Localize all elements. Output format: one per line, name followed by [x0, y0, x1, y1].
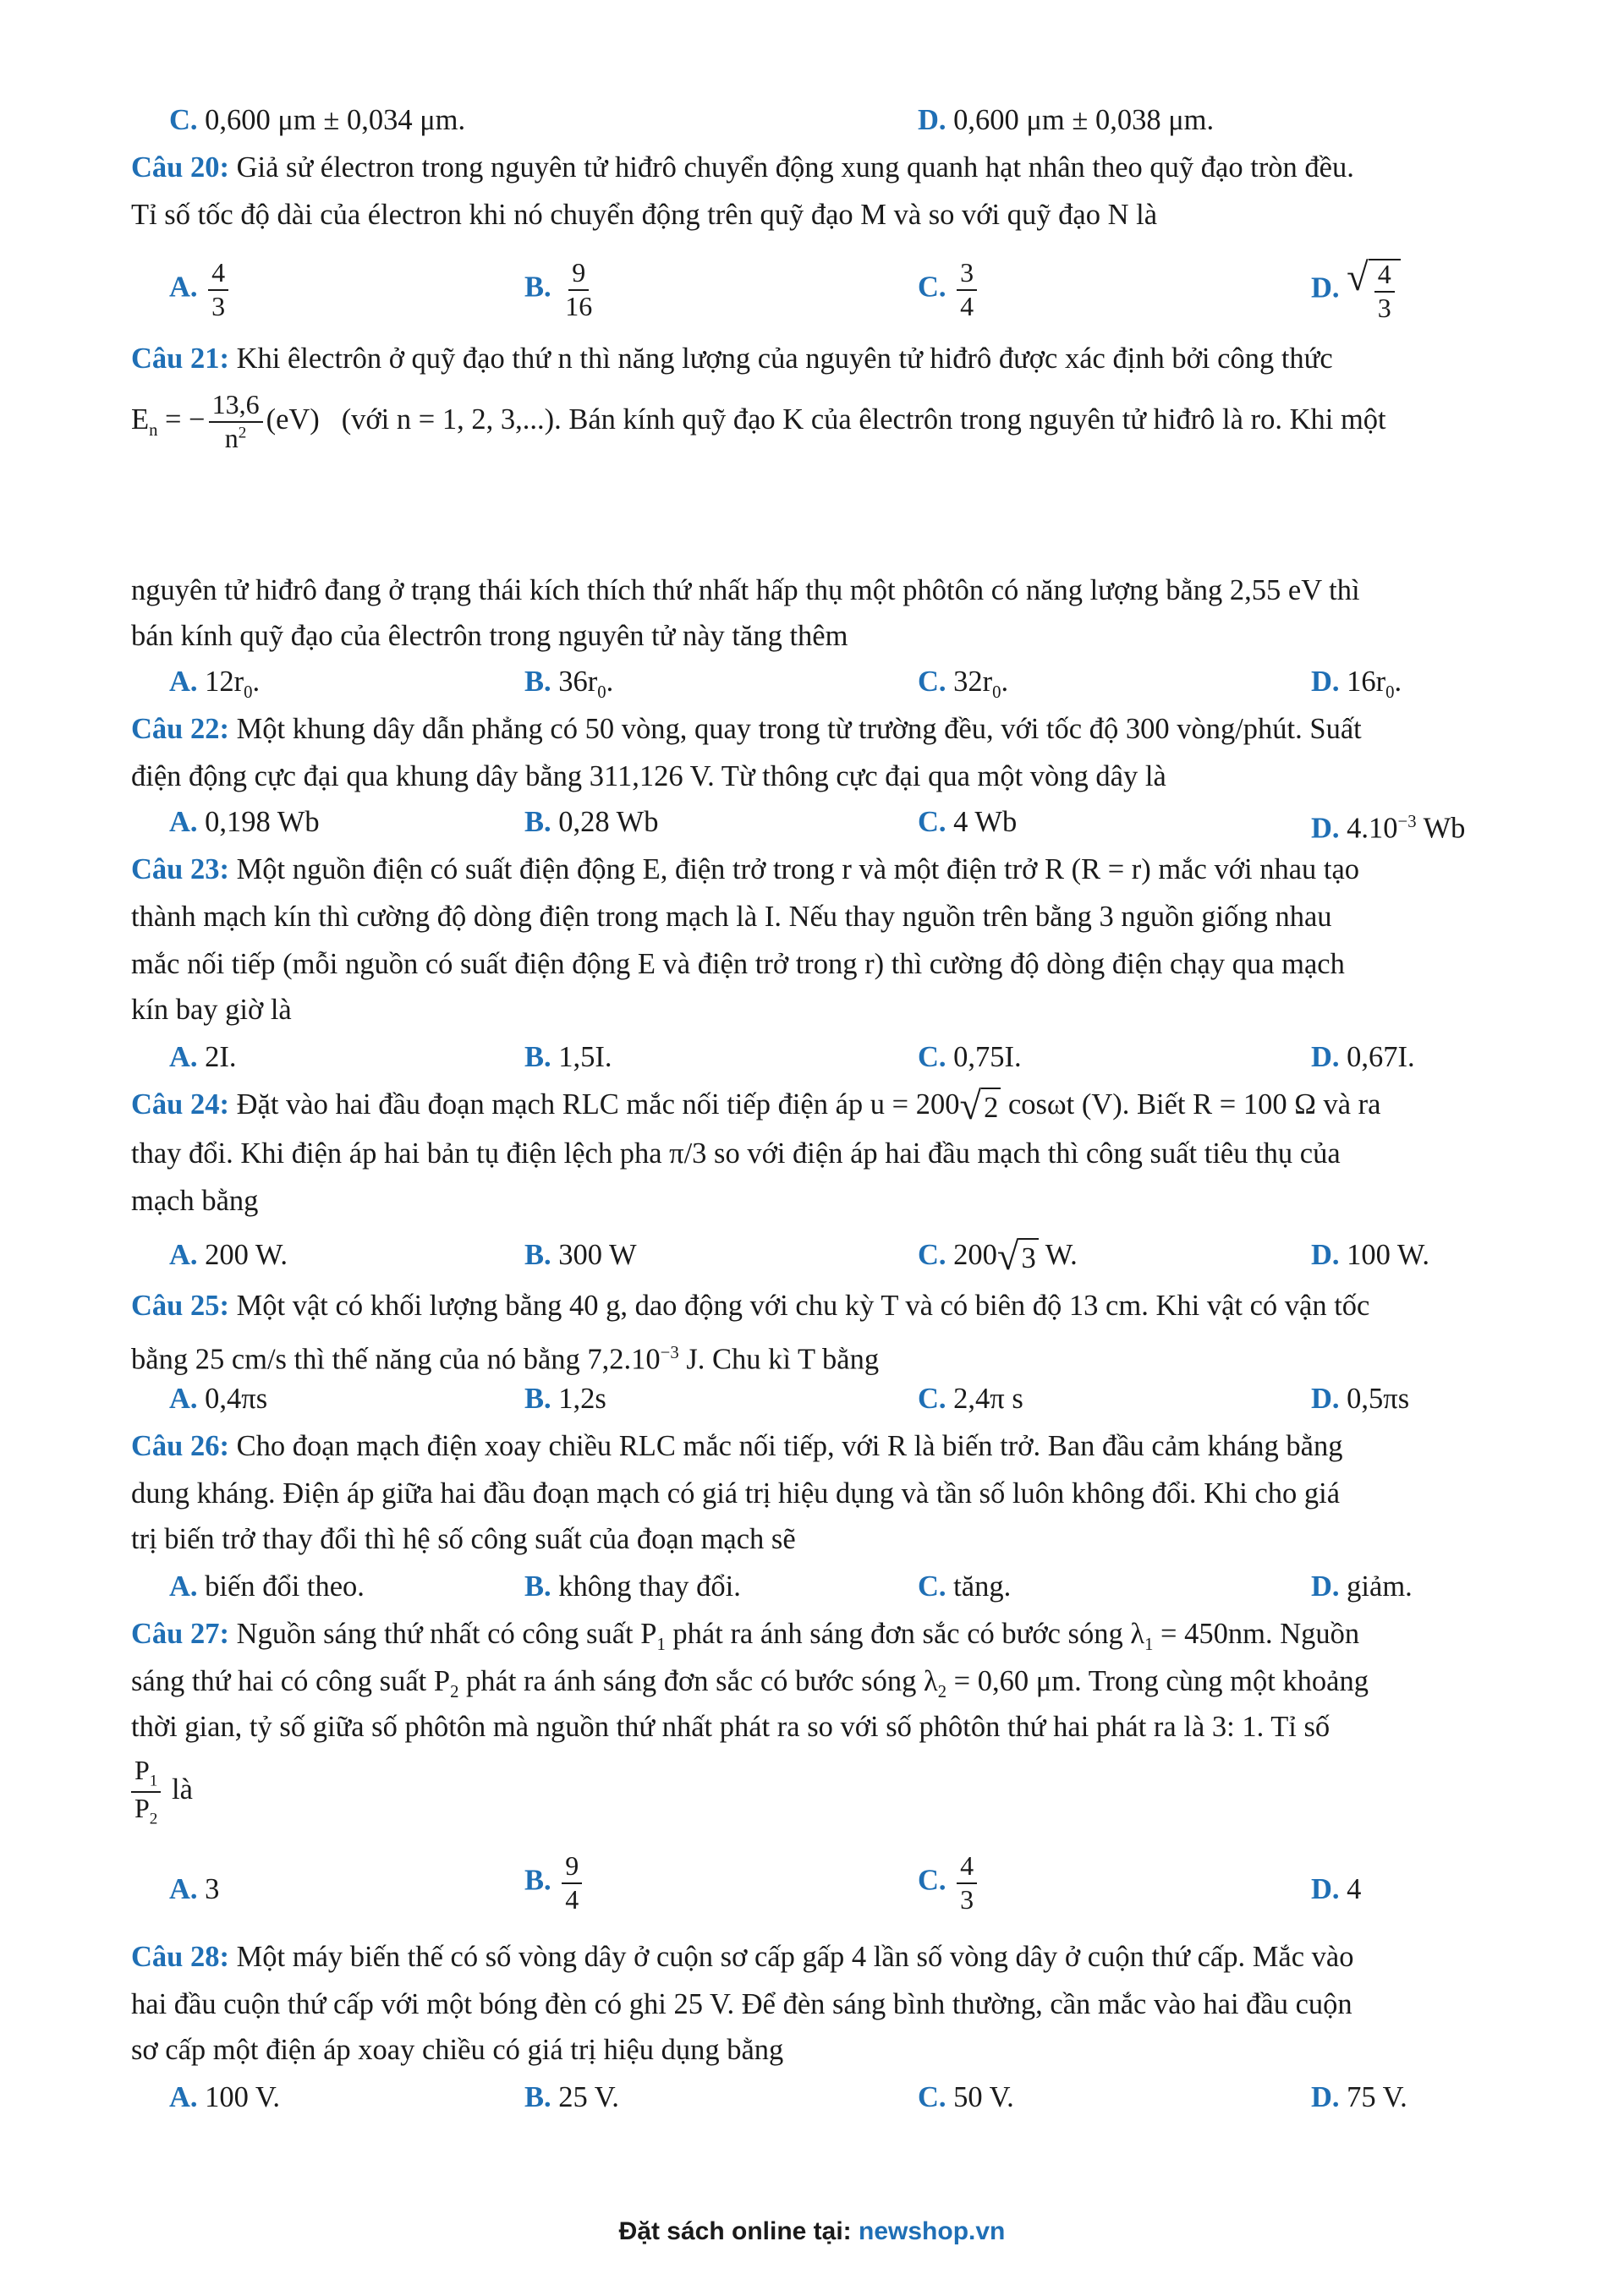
square-root: √ 3	[997, 1238, 1039, 1278]
q27-line-4: $\frac{P_1}{P_2}$ là	[131, 1756, 193, 1828]
option-a: A. 100 V.	[169, 2081, 281, 2113]
q21-line-3: nguyên tử hiđrô đang ở trạng thái kích thích thứ nhất hấp thụ một phôtôn có năng lượng bằng 2,55 eV thì	[131, 574, 1360, 606]
question-label: Câu 28:	[131, 1941, 229, 1973]
fraction: $\frac{3}{4}$	[957, 259, 977, 321]
q24-options	[131, 1236, 1527, 1287]
question-label: Câu 21:	[131, 342, 229, 375]
q20-options	[131, 250, 1527, 326]
square-root: √ 2	[960, 1088, 1001, 1127]
question-label: Câu 26:	[131, 1430, 229, 1462]
q20-line-1: Câu 20: Giả sử électron trong nguyên tử hiđrô chuyển động xung quanh hạt nhân theo quỹ đạo tròn đều.	[131, 151, 1354, 184]
q26-line-3: trị biến trở thay đổi thì hệ số công suất của đoạn mạch sẽ	[131, 1523, 796, 1555]
q24-line-3: mạch bằng	[131, 1185, 259, 1217]
q23-options	[131, 1038, 1527, 1089]
option-a: A. 0,4πs	[169, 1383, 268, 1415]
q26-line-2: dung kháng. Điện áp giữa hai đầu đoạn mạch có giá trị hiệu dụng và tần số luôn không đổi. Khi cho giá	[131, 1477, 1341, 1510]
fraction: $\frac{9}{16}$	[565, 257, 593, 321]
question-label: Câu 24:	[131, 1088, 229, 1121]
q23-line-4: kín bay giờ là	[131, 994, 292, 1026]
q20-line-2: Tỉ số tốc độ dài của électron khi nó chuyển động trên quỹ đạo M và so với quỹ đạo N là	[131, 199, 1158, 231]
option-c: C. 2,4π s	[918, 1383, 1023, 1415]
option-a: A. 3	[169, 1873, 220, 1905]
formula: $E_n$ = − $\frac{13,6}{n^2}$ (eV)	[131, 389, 320, 454]
q27-line-2: sáng thứ hai có công suất $P_2$ phát ra ánh sáng đơn sắc có bước sóng $\lambda_2 = 0,60$ μm. Trong cùng một khoảng	[131, 1665, 1369, 1701]
q25-line-1: Câu 25: Một vật có khối lượng bằng 40 g, dao động với chu kỳ T và có biên độ 13 cm. Khi vật có vận tốc	[131, 1290, 1370, 1322]
option-d: D. 0,67I.	[1311, 1041, 1415, 1073]
option-b: B. 300 W	[524, 1239, 637, 1271]
fraction: $\frac{4}{3}$	[1374, 260, 1395, 322]
q28-line-1: Câu 28: Một máy biến thế có số vòng dây ở cuộn sơ cấp gấp 4 lần số vòng dây ở cuộn thứ cấp. Mắc vào	[131, 1941, 1354, 1973]
option-a: A. 200 W.	[169, 1239, 288, 1271]
q28-line-2: hai đầu cuộn thứ cấp với một bóng đèn có ghi 25 V. Để đèn sáng bình thường, cần mắc vào hai đầu cuộn	[131, 1988, 1352, 2020]
q27-options	[131, 1852, 1527, 1928]
q22-line-1: Câu 22: Một khung dây dẫn phẳng có 50 vòng, quay trong từ trường đều, với tốc độ 300 vòng/phút. Suất	[131, 713, 1362, 745]
q22-options	[131, 803, 1527, 854]
question-label: Câu 22:	[131, 713, 229, 745]
option-c: C. 50 V.	[918, 2081, 1014, 2113]
option-b: B. $\frac{9}{4}$	[524, 1852, 585, 1914]
option-a: A. $\frac{4}{3}$	[169, 259, 232, 321]
option-b: B. không thay đổi.	[524, 1570, 741, 1603]
q28-options	[131, 2079, 1527, 2129]
fraction: $\frac{9}{4}$	[562, 1852, 582, 1914]
fraction: $\frac{4}{3}$	[957, 1852, 977, 1914]
option-b: B. 0,28 Wb	[524, 806, 659, 838]
option-d: D. $16r_0$.	[1311, 666, 1402, 702]
q22-line-2: điện động cực đại qua khung dây bằng 311,126 V. Từ thông cực đại qua một vòng dây là	[131, 760, 1166, 792]
q21-options	[131, 663, 1527, 714]
option-c: C. $32r_0$.	[918, 666, 1009, 702]
q25-options	[131, 1380, 1527, 1431]
option-a: A. 0,198 Wb	[169, 806, 320, 838]
fraction: $\frac{P_1}{P_2}$	[131, 1756, 161, 1828]
q21-line-1: Câu 21: Khi êlectrôn ở quỹ đạo thứ n thì năng lượng của nguyên tử hiđrô được xác định bởi công thức	[131, 342, 1333, 375]
option-c: C. 4 Wb	[918, 806, 1018, 838]
q27-line-1: Câu 27: Nguồn sáng thứ nhất có công suất $P_1$ phát ra ánh sáng đơn sắc có bước sóng $\lambda_1 = 450nm$. Nguồn	[131, 1618, 1360, 1654]
q26-line-1: Câu 26: Cho đoạn mạch điện xoay chiều RLC mắc nối tiếp, với R là biến trở. Ban đầu cảm kháng bằng	[131, 1430, 1343, 1462]
q28-line-3: sơ cấp một điện áp xoay chiều có giá trị hiệu dụng bằng	[131, 2034, 784, 2066]
question-label: Câu 25:	[131, 1290, 229, 1322]
option-d: D. √ $\frac{4}{3}$	[1311, 259, 1401, 322]
q21-line-2: $E_n$ = − $\frac{13,6}{n^2}$ (eV) (với n = 1, 2, 3,...). Bán kính quỹ đạo K của êlectrôn trong nguyên tử hiđrô là ro. Khi một	[131, 389, 1386, 454]
option-a: A. 2I.	[169, 1041, 237, 1073]
option-d: D. giảm.	[1311, 1570, 1413, 1603]
q24-line-1: Câu 24: Đặt vào hai đầu đoạn mạch RLC mắc nối tiếp điện áp u = 200 √ 2 cosωt (V). Biết R = 100 Ω và ra	[131, 1084, 1381, 1128]
question-label: Câu 20:	[131, 151, 229, 184]
option-b: B. $\frac{9}{16}$	[524, 259, 599, 321]
q24-line-2: thay đổi. Khi điện áp hai bản tụ điện lệch pha π/3 so với điện áp hai đầu mạch thì công suất tiêu thụ của	[131, 1137, 1341, 1170]
option-b: B. 1,2s	[524, 1383, 606, 1415]
q27-line-3: thời gian, tỷ số giữa số phôtôn mà nguồn thứ nhất phát ra so với số phôtôn thứ hai phát ra là 3: 1. Tỉ số	[131, 1711, 1330, 1743]
option-c: C. $\frac{3}{4}$	[918, 259, 980, 321]
footer-text: Đặt sách online tại:	[618, 2217, 852, 2245]
question-label: Câu 23:	[131, 853, 229, 885]
option-a: A. biến đổi theo.	[169, 1570, 365, 1603]
option-c: C. tăng.	[918, 1570, 1012, 1603]
option-a: A. $12r_0$.	[169, 666, 261, 702]
option-b: B. 1,5I.	[524, 1041, 612, 1073]
page-footer	[0, 2217, 1624, 2246]
q25-line-2: bằng 25 cm/s thì thế năng của nó bằng $7,2.10^{-3}$ J. Chu kì T bằng	[131, 1343, 880, 1376]
option-d: D. 0,600 μm ± 0,038 μm.	[918, 104, 1215, 136]
option-b: B. $36r_0$.	[524, 666, 614, 702]
option-c: C. 200 √ 3 W.	[918, 1235, 1078, 1279]
fraction: $\frac{13,6}{n^2}$	[209, 391, 263, 452]
top-options	[131, 101, 1527, 152]
option-b: B. 25 V.	[524, 2081, 619, 2113]
option-d: D. 0,5πs	[1311, 1383, 1410, 1415]
q23-line-2: thành mạch kín thì cường độ dòng điện trong mạch là I. Nếu thay nguồn trên bằng 3 nguồn giống nhau	[131, 901, 1332, 933]
q23-line-1: Câu 23: Một nguồn điện có suất điện động E, điện trở trong r và một điện trở R (R = r) mắc với nhau tạo	[131, 853, 1360, 885]
q23-line-3: mắc nối tiếp (mỗi nguồn có suất điện động E và điện trở trong r) thì cường độ dòng điện chạy qua mạch	[131, 948, 1345, 980]
option-d: D. 100 W.	[1311, 1239, 1429, 1271]
option-c: C. 0,75I.	[918, 1041, 1022, 1073]
square-root: √ $\frac{4}{3}$	[1347, 259, 1401, 322]
option-c: C. 0,600 μm ± 0,034 μm.	[169, 104, 466, 136]
option-d: D. 75 V.	[1311, 2081, 1407, 2113]
q26-options	[131, 1568, 1527, 1619]
option-d: D. 4	[1311, 1873, 1362, 1905]
option-d: D. $4.10^{-3}$ Wb	[1311, 812, 1466, 845]
question-label: Câu 27:	[131, 1618, 229, 1650]
fraction: $\frac{4}{3}$	[208, 259, 228, 321]
footer-link[interactable]: newshop.vn	[859, 2217, 1006, 2245]
option-c: C. $\frac{4}{3}$	[918, 1852, 980, 1914]
q21-line-4: bán kính quỹ đạo của êlectrôn trong nguyên tử này tăng thêm	[131, 620, 848, 652]
